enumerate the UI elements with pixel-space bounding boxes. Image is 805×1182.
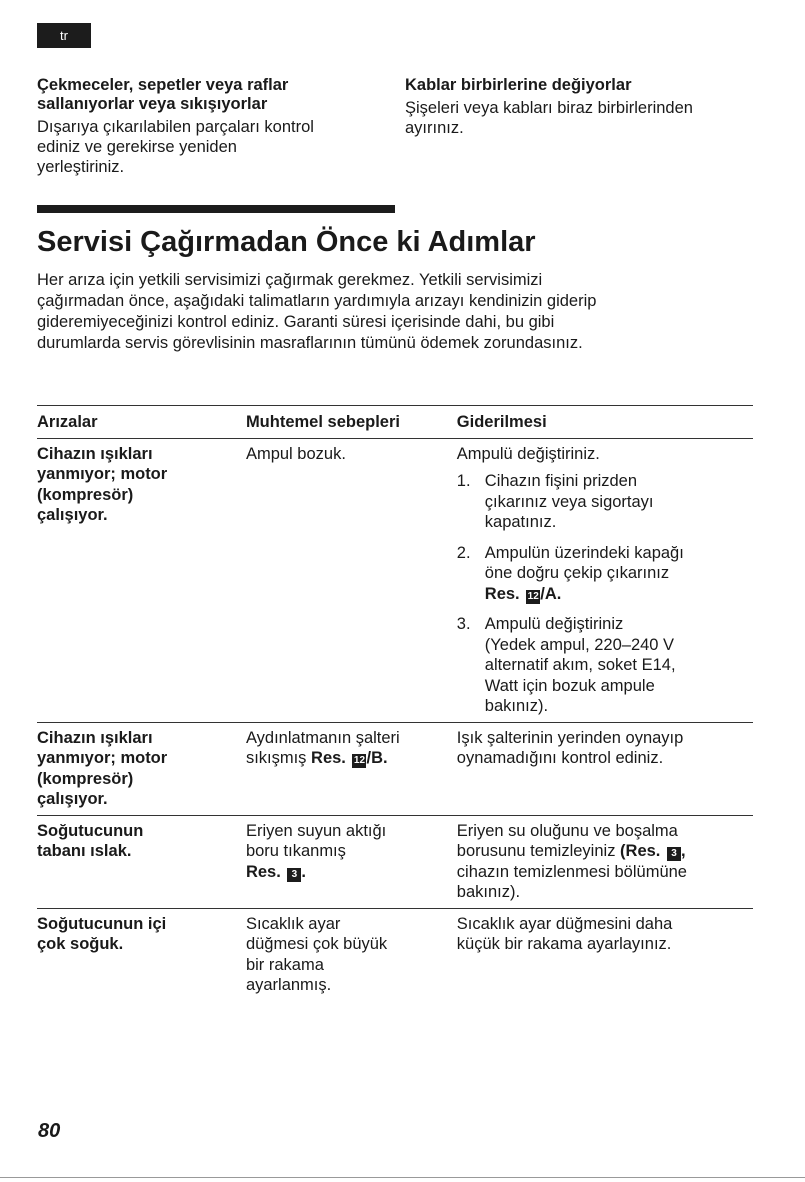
figure-reference: Res. 12/A. — [484, 584, 562, 603]
figure-number-box: 12 — [527, 590, 539, 602]
drawers-heading: Çekmeceler, sepetler veya raflar sallanıyorlar veya sıkışıyorlar — [37, 76, 289, 113]
header-causes: Muhtemel sebepleri — [246, 406, 457, 439]
page-title: Servisi Çağırmadan Önce ki Adımlar — [37, 226, 536, 258]
table-row — [37, 815, 753, 908]
cause-cell: Aydınlatmanın şalteri sıkışmış Res. 12/B. — [246, 722, 457, 815]
header-faults: Arızalar — [37, 406, 246, 439]
table-row — [37, 722, 753, 815]
table-row — [37, 438, 753, 722]
header-remedy: Giderilmesi — [457, 406, 753, 439]
footer-divider — [0, 1177, 805, 1178]
fault-cell: Cihazın ışıkları yanmıyor; motor (kompresör) çalışıyor. — [37, 722, 246, 815]
fault-cell: Cihazın ışıkları yanmıyor; motor (kompresör) çalışıyor. — [37, 438, 246, 722]
containers-section — [405, 76, 775, 138]
drawers-body: Dışarıya çıkarılabilen parçaları kontrol ediniz ve gerekirse yeniden yerleştiriniz. — [37, 118, 314, 176]
cause-cell: Eriyen suyun aktığı boru tıkanmış Res. 3 . — [246, 815, 457, 908]
intro-paragraph: Her arıza için yetkili servisimizi çağırmak gerekmez. Yetkili servisimizi çağırmadan önce, aşağıdaki talimatların yardımıyla arızayı kendinizin giderip gideremiyeceğinizi kontrol ediniz. Garanti süresi içerisinde dahi, bu gibi durumlarda servis görevlisinin masraflarının tümünü ödemek zorundasınız. — [37, 271, 597, 352]
cause-cell: Sıcaklık ayar düğmesi çok büyük bir rakama ayarlanmış. — [245, 914, 388, 994]
fault-cell: Soğutucunun içi çok soğuk. — [37, 914, 167, 953]
figure-number-box: 12 — [353, 755, 366, 766]
containers-body: Şişeleri veya kabları biraz birbirlerinden ayırınız. — [405, 99, 693, 137]
figure-reference: (Res. 3 , — [620, 842, 686, 860]
containers-heading: Kablar birbirlerine değiyorlar — [405, 76, 632, 94]
step-item: 1. Cihazın fişini prizden çıkarınız veya sigortayı kapatınız. — [456, 472, 654, 531]
remedy-cell: Ampulü değiştiriniz. 1. Cihazın fişini prizden çıkarınız veya sigortayı kapatınız. 2. Ampulün üzerindeki kapağı öne doğru çekip çıkarınız Res. 12/A. 3. Ampulü değiştiriniz (Yedek ampul, 220–240 V alternatif akım, soket E14, Watt için bozuk ampule bakınız). — [457, 438, 753, 722]
table-row — [37, 908, 753, 1001]
remedy-cell: Sıcaklık ayar düğmesini daha küçük bir rakama ayarlayınız. — [456, 914, 673, 953]
table-header-row — [37, 406, 753, 439]
figure-reference: Res. 3 . — [245, 862, 306, 881]
figure-number-box: 3 — [667, 847, 681, 861]
fault-cell: Soğutucunun tabanı ıslak. — [37, 815, 246, 908]
drawers-section — [37, 76, 392, 177]
cause-cell: Ampul bozuk. — [246, 438, 457, 722]
page-number: 80 — [38, 1120, 61, 1142]
step-item: 2. Ampulün üzerindeki kapağı öne doğru çekip çıkarınız Res. 12/A. — [456, 543, 684, 603]
remedy-cell: Işık şalterinin yerinden oynayıp oynamadığını kontrol ediniz. — [457, 722, 753, 815]
figure-number-box: 3 — [287, 868, 301, 882]
language-tab: tr — [37, 23, 91, 48]
figure-reference: Res. 12/B. — [311, 749, 388, 767]
remedy-cell: Eriyen su oluğunu ve boşalma borusunu temizleyiniz (Res. 3 , cihazın temizlenmesi bölümüne bakınız). — [457, 815, 753, 908]
title-bar-divider — [37, 205, 395, 213]
troubleshooting-table — [37, 405, 753, 1001]
step-item: 3. Ampulü değiştiriniz (Yedek ampul, 220–240 V alternatif akım, soket E14, Watt için bozuk ampule bakınız). — [456, 615, 676, 715]
remedy-steps — [457, 471, 749, 717]
